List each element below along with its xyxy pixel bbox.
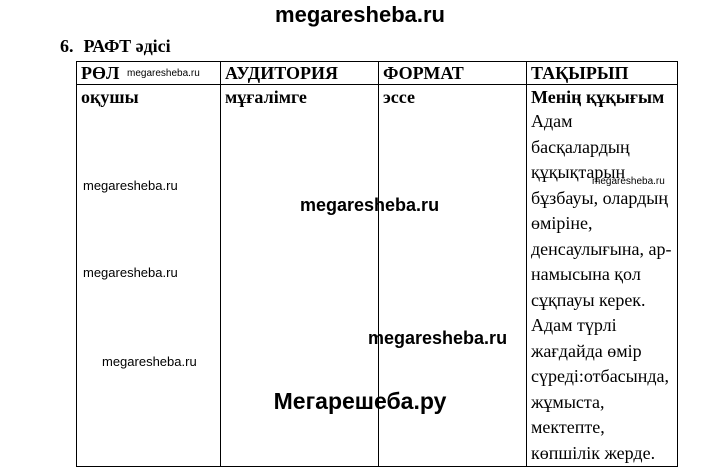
header-role: РӨЛ <box>77 62 221 85</box>
header-topic: ТАҚЫРЫП <box>527 62 678 85</box>
topic-title: Менің құқығым <box>531 87 665 107</box>
watermark-center-1: megaresheba.ru <box>300 195 440 215</box>
topic-line: денсаулығына, ар- <box>531 238 672 259</box>
topic-line: өміріне, <box>531 213 593 233</box>
watermark-left-2: megaresheba.ru <box>83 265 178 280</box>
topic-line: намысына қол <box>531 264 641 284</box>
header-audience: АУДИТОРИЯ <box>221 62 379 85</box>
task-number: 6. <box>60 36 74 56</box>
topic-line: Адам түрлі <box>531 315 617 335</box>
header-format: ФОРМАТ <box>379 62 527 85</box>
topic-line: сүреді:отбасында, <box>531 366 670 386</box>
topic-line: Адам басқалардың <box>531 111 630 157</box>
cell-role: оқушы <box>77 85 221 467</box>
cell-audience: мұғалімге <box>221 85 379 467</box>
watermark-left-1: megaresheba.ru <box>83 178 178 193</box>
site-watermark-top: megaresheba.ru <box>275 2 445 27</box>
topic-line: жағдайда өмір <box>531 340 642 361</box>
topic-line: сұқпауы керек. <box>531 289 646 310</box>
task-heading <box>60 36 171 57</box>
task-title: РАФТ әдісі <box>83 36 171 56</box>
watermark-topic-tiny: megaresheba.ru <box>592 176 665 187</box>
watermark-left-3: megaresheba.ru <box>102 354 197 369</box>
topic-line: бұзбауы, олардың <box>531 187 668 208</box>
site-watermark-bottom: Мегарешеба.ру <box>273 388 447 414</box>
topic-line: жұмыста, мектепте, <box>531 391 605 437</box>
topic-line: құқықтарын <box>531 162 626 182</box>
watermark-center-2: megaresheba.ru <box>368 328 508 348</box>
cell-format: эссе <box>379 85 527 467</box>
topic-line: көпшілік жерде. <box>531 442 656 463</box>
watermark-header-tiny: megaresheba.ru <box>127 68 200 79</box>
